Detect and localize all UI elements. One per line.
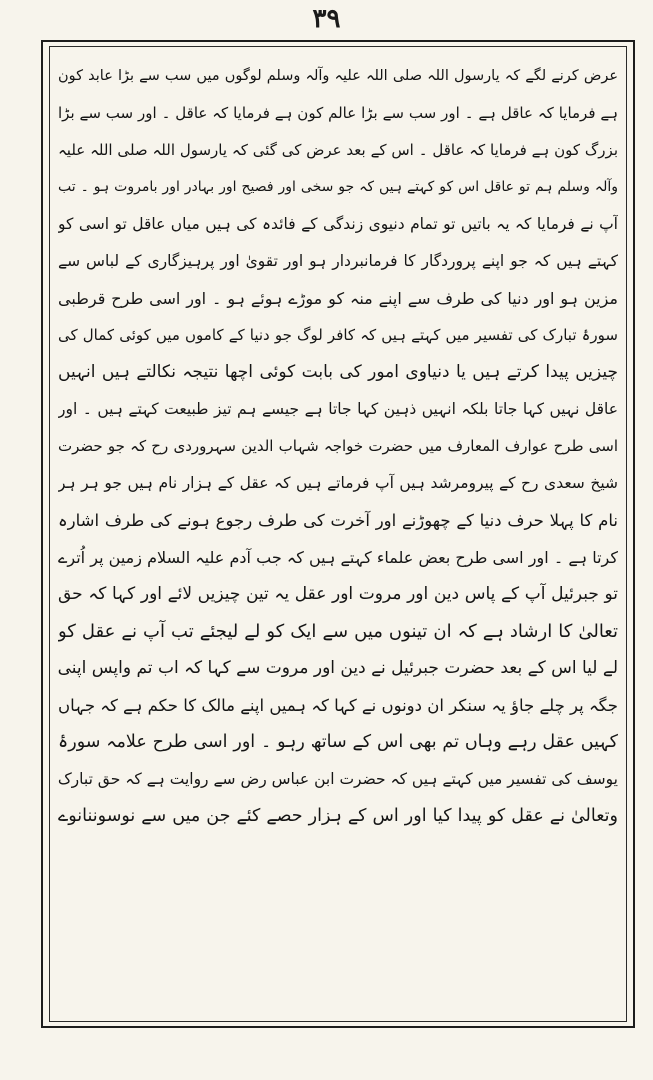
text-line: آپ نے فرمایا کہ یہ باتیں تو تمام دنیوی زندگی کے فائدہ کی ہیں میاں عاقل تو اسی کو (58, 215, 618, 233)
page-number: ۳۹ (312, 4, 341, 34)
text-line: تو جبرئیل آپ کے پاس دین اور مروت اور عقل یہ تین چیزیں لائے اور کہا کہ حق (58, 584, 618, 604)
text-line: مزین ہو اور دنیا کی طرف سے اپنے منہ کو موڑے ہوئے ہو ۔ اور اسی طرح قرطبی (58, 289, 618, 308)
text-line: کہتے ہیں کہ جو اپنے پروردگار کا فرمانبردار ہو اور تقویٰ اور پرہیزگاری کے لباس سے (58, 252, 618, 270)
text-line: لے لیا اس کے بعد حضرت جبرئیل نے دین اور مروت سے کہا کہ اب تم واپس اپنی (58, 658, 618, 678)
text-line: عرض کرنے لگے کہ یارسول اللہ صلی اللہ علیہ وآلہ وسلم لوگوں میں سب سے بڑا عابد کون (58, 68, 618, 84)
text-line: وتعالیٰ نے عقل کو پیدا کیا اور اس کے ہزار حصے کئے جن میں سے نوسوننانوے (58, 806, 618, 826)
text-line: تعالیٰ کا ارشاد ہے کہ ان تینوں میں سے ایک کو لے لیجئے تب آپ نے عقل کو (58, 621, 618, 642)
text-line: کہیں عقل رہے وہاں تم بھی اس کے ساتھ رہو ۔ اور اسی طرح علامہ سورۂ (58, 732, 618, 752)
text-line: کرتا ہے ۔ اور اسی طرح بعض علماء کہتے ہیں کہ جب آدم علیہ السلام زمین پر اُترے (58, 548, 618, 567)
text-line: نام کا پہلا حرف دنیا کے چھوڑنے اور آخرت کی طرف رجوع ہونے کی طرف اشارہ (58, 511, 618, 530)
text-line: وآلہ وسلم ہم تو عاقل اس کو کہتے ہیں کہ جو سخی اور فصیح اور بہادر اور بامروت ہو ۔ تب (58, 179, 618, 195)
text-line: اسی طرح عوارف المعارف میں حضرت خواجہ شہاب الدین سہروردی رح کہ جو حضرت (58, 437, 618, 455)
text-line: بزرگ کون ہے فرمایا کہ عاقل ۔ اس کے بعد عرض کی گئی کہ یارسول اللہ صلی اللہ علیہ (58, 141, 618, 159)
text-line: عاقل نہیں کہا جاتا بلکہ انہیں ذہین کہا جاتا ہے جیسے ہم تیز طبیعت کہتے ہیں ۔ اور (58, 400, 618, 418)
text-line: ہے فرمایا کہ عاقل ہے ۔ اور سب سے بڑا عالم کون ہے فرمایا کہ عاقل ۔ اور سب سے بڑا (58, 104, 618, 122)
text-line: چیزیں پیدا کرتے ہیں یا دنیاوی امور کی بابت کوئی اچھا نتیجہ نکالتے ہیں انہیں (58, 362, 618, 382)
text-line: سورۂ تبارک کی تفسیر میں کہتے ہیں کہ کافر لوگ جو دنیا کے کاموں میں کوئی کمال کی (58, 326, 618, 344)
text-line: شیخ سعدی رح کے پیرومرشد ہیں آپ فرماتے ہیں کہ عقل کے ہزار نام ہیں جو ہر ہر (58, 474, 618, 492)
text-body (58, 58, 618, 1018)
text-line: یوسف کی تفسیر میں کہتے ہیں کہ حضرت ابن عباس رض سے روایت ہے کہ حق تبارک (58, 770, 618, 788)
text-line: جگہ پر چلے جاؤ یہ سنکر ان دونوں نے کہا کہ ہمیں اپنے مالک کا حکم ہے کہ جہاں (58, 696, 618, 715)
